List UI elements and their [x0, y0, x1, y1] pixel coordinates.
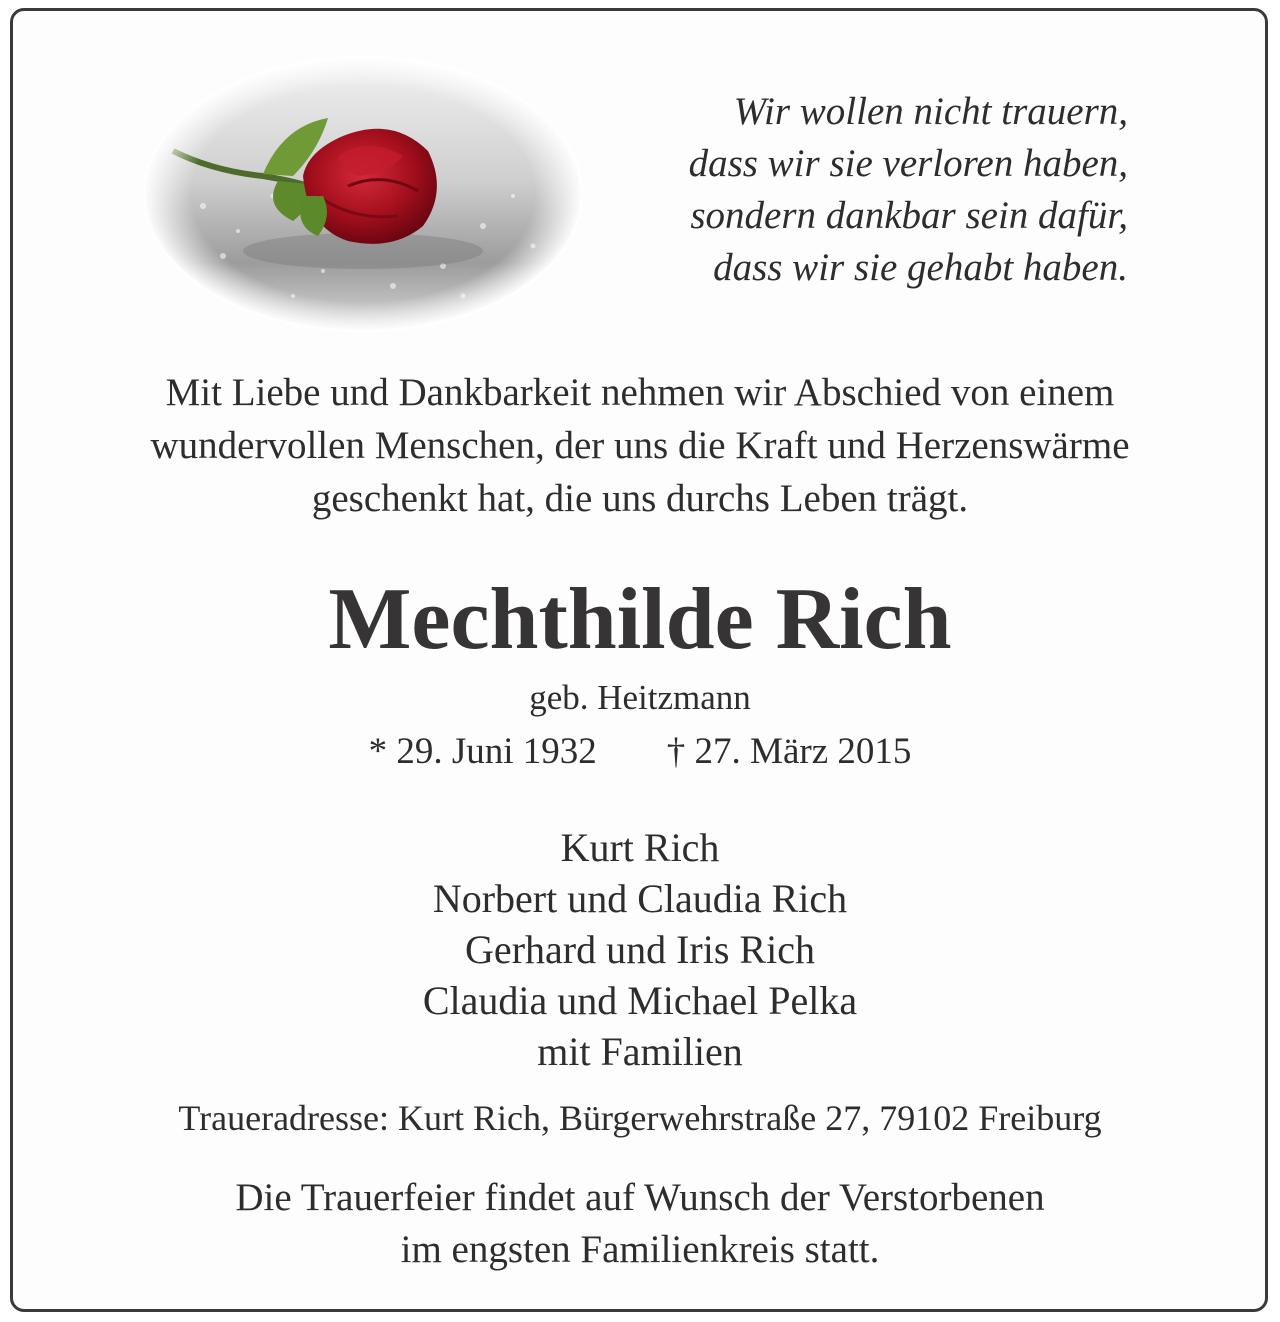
mourner-line: Claudia und Michael Pelka: [422, 978, 858, 1023]
life-dates: [0, 728, 1280, 776]
mourner-line: mit Familien: [537, 1029, 743, 1074]
death-date: † 27. März 2015: [666, 731, 912, 772]
mourner-line: Gerhard und Iris Rich: [465, 927, 815, 972]
verse-line: sondern dankbar sein dafür,: [690, 194, 1128, 237]
birth-name: geb. Heitzmann: [529, 678, 751, 717]
ceremony-line: im engsten Familienkreis statt.: [400, 1228, 880, 1271]
verse-line: dass wir sie gehabt haben.: [713, 246, 1128, 289]
ceremony-line: Die Trauerfeier findet auf Wunsch der Verstorbenen: [235, 1176, 1045, 1219]
verse-line: dass wir sie verloren haben,: [688, 142, 1128, 185]
deceased-name: Mechthilde Rich: [328, 571, 952, 668]
mourning-address: Traueradresse: Kurt Rich, Bürgerwehrstraße 27, 79102 Freiburg: [178, 1098, 1102, 1138]
verse-line: Wir wollen nicht trauern,: [733, 90, 1128, 133]
farewell-text: [0, 366, 1280, 525]
farewell-line: Mit Liebe und Dankbarkeit nehmen wir Abschied von einem: [165, 371, 1115, 414]
rose-photo: [143, 56, 584, 332]
memorial-verse: [528, 86, 1128, 294]
ceremony-notice: [0, 1172, 1280, 1276]
farewell-line: wundervollen Menschen, der uns die Kraft und Herzenswärme: [150, 424, 1130, 467]
farewell-line: geschenkt hat, die uns durchs Leben trägt.: [311, 477, 969, 520]
mourners-list: [0, 822, 1280, 1077]
mourner-line: Kurt Rich: [560, 825, 720, 870]
birth-date: * 29. Juni 1932: [368, 731, 597, 772]
mourner-line: Norbert und Claudia Rich: [432, 876, 848, 921]
